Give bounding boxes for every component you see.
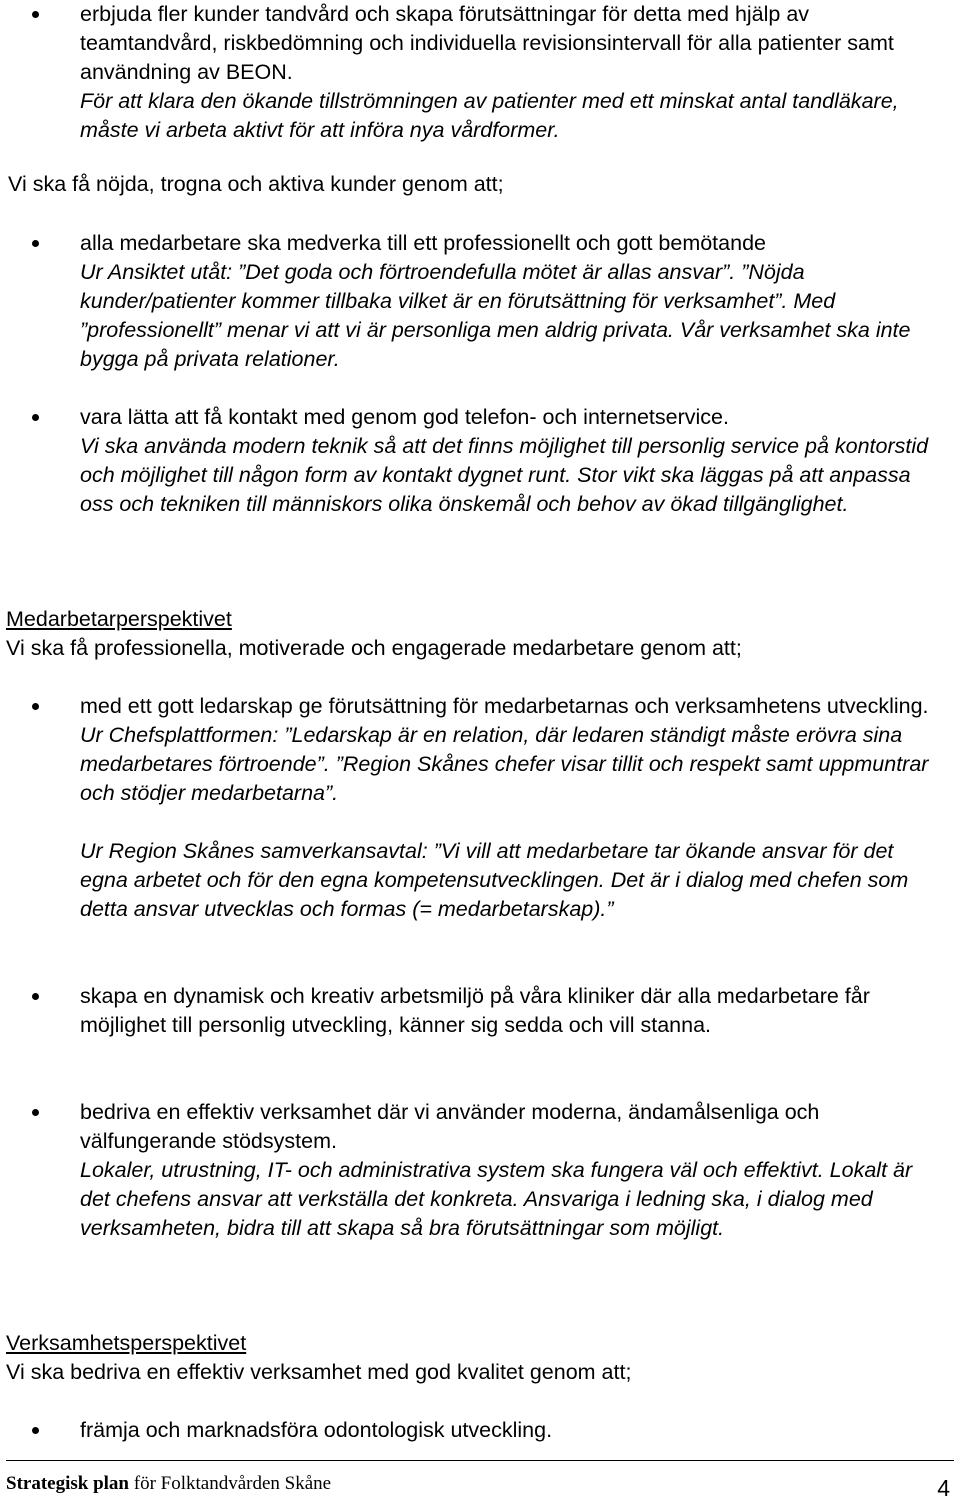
section-intro: Vi ska få nöjda, trogna och aktiva kunder genom att; bbox=[8, 172, 504, 196]
bullet-icon bbox=[32, 703, 39, 710]
bullet-item bbox=[0, 0, 940, 145]
bullet-text: vara lätta att få kontakt med genom god telefon- och internetservice. bbox=[80, 405, 729, 429]
bullet-italic-text: Vi ska använda modern teknik så att det finns möjlighet till personlig service på kontorstid och möjlighet till någon form av kontakt dygnet runt. Stor vikt ska läggas på att anpassa oss och tekniken till människors olika önskemål och behov av ökad tillgänglighet. bbox=[80, 434, 929, 516]
page-number: 4 bbox=[937, 1475, 950, 1501]
bullet-italic-text: Ur Chefsplattformen: ”Ledarskap är en relation, där ledaren ständigt måste erövra sina medarbetares förtroende”. ”Region Skånes chefer visar tillit och respekt samt uppmuntrar och stödjer medarbetarna”. bbox=[80, 723, 929, 805]
bullet-text: med ett gott ledarskap ge förutsättning för medarbetarnas och verksamhetens utveckling. bbox=[80, 694, 929, 718]
section-intro: Vi ska bedriva en effektiv verksamhet med god kvalitet genom att; bbox=[6, 1360, 632, 1384]
bullet-icon bbox=[32, 1109, 39, 1116]
bullet-item bbox=[0, 229, 940, 374]
bullet-italic-text: Lokaler, utrustning, IT- och administrativa system ska fungera väl och effektivt. Lokalt är det chefens ansvar att verkställa det konkreta. Ansvariga i ledning ska, i dialog med verksamheten, bidra till att skapa så bra förutsättningar som möjligt. bbox=[80, 1158, 913, 1240]
footer-divider bbox=[6, 1460, 954, 1461]
bullet-text: skapa en dynamisk och kreativ arbetsmiljö på våra kliniker där alla medarbetare får möjlighet till personlig utveckling, känner sig sedda och vill stanna. bbox=[80, 984, 870, 1037]
bullet-text: främja och marknadsföra odontologisk utveckling. bbox=[80, 1418, 553, 1442]
bullet-item bbox=[0, 982, 940, 1040]
bullet-icon bbox=[32, 240, 39, 247]
bullet-italic-text: Ur Region Skånes samverkansavtal: ”Vi vill att medarbetare tar ökande ansvar för det egna arbetet och för den egna kompetensutvecklingen. Det är i dialog med chefen som detta ansvar utvecklas och formas (= medarbetarskap).” bbox=[80, 839, 909, 921]
footer-title-rest: för Folktandvården Skåne bbox=[129, 1473, 332, 1494]
bullet-text: bedriva en effektiv verksamhet där vi använder moderna, ändamålsenliga och välfungerande stödsystem. bbox=[80, 1100, 820, 1153]
bullet-italic-text: För att klara den ökande tillströmningen av patienter med ett minskat antal tandläkare, måste vi arbeta aktivt för att införa nya vårdformer. bbox=[80, 89, 899, 142]
footer-title bbox=[6, 1472, 331, 1496]
bullet-item bbox=[0, 1098, 940, 1243]
bullet-icon bbox=[32, 414, 39, 421]
bullet-text: erbjuda fler kunder tandvård och skapa förutsättningar för detta med hjälp av teamtandvård, riskbedömning och individuella revisionsintervall för alla patienter samt användning av BEON. bbox=[80, 2, 894, 84]
footer-title-bold: Strategisk plan bbox=[6, 1473, 129, 1494]
section-heading: Verksamhetsperspektivet bbox=[6, 1331, 247, 1355]
bullet-item bbox=[0, 403, 940, 519]
bullet-icon bbox=[32, 993, 39, 1000]
bullet-icon bbox=[32, 1427, 39, 1434]
bullet-item bbox=[0, 692, 940, 924]
section-intro: Vi ska få professionella, motiverade och engagerade medarbetare genom att; bbox=[6, 636, 742, 660]
section-heading: Medarbetarperspektivet bbox=[6, 607, 232, 631]
bullet-text: alla medarbetare ska medverka till ett professionellt och gott bemötande bbox=[80, 231, 766, 255]
bullet-item bbox=[0, 1416, 940, 1445]
bullet-icon bbox=[32, 11, 39, 18]
bullet-italic-text: Ur Ansiktet utåt: ”Det goda och förtroendefulla mötet är allas ansvar”. ”Nöjda kunder/patienter kommer tillbaka vilket är en förutsättning för verksamhet”. Med ”professionellt” menar vi att vi är personliga men aldrig privata. Vår verksamhet ska inte bygga på privata relationer. bbox=[80, 260, 911, 371]
